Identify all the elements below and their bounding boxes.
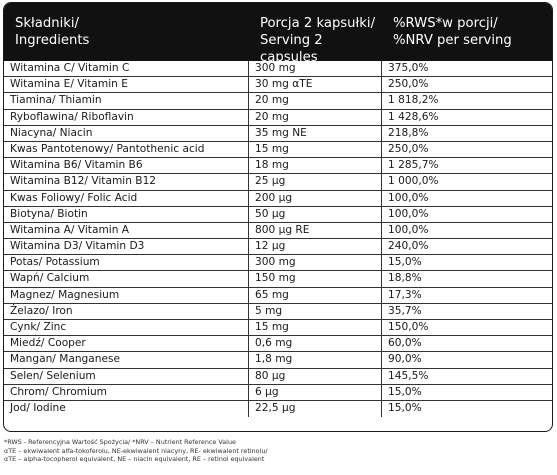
table-row bbox=[4, 223, 552, 239]
ingredient-cell: Cynk/ Zinc bbox=[4, 320, 249, 335]
percent-cell: 375,0% bbox=[388, 62, 429, 74]
table-row bbox=[4, 385, 552, 401]
table-row bbox=[4, 207, 552, 223]
nutrition-table bbox=[3, 2, 553, 432]
percent-cell: 18,8% bbox=[388, 272, 422, 285]
percent-cell: 150,0% bbox=[388, 321, 429, 333]
table-row bbox=[4, 191, 552, 207]
amount-cell: 12 µg bbox=[249, 239, 382, 254]
ingredient-cell: Wapń/ Calcium bbox=[4, 271, 249, 286]
header-serving-en: Serving 2 capsules bbox=[260, 33, 323, 65]
header-ingredients-en: Ingredients bbox=[15, 33, 90, 48]
ingredient-cell: Witamina D3/ Vitamin D3 bbox=[4, 239, 249, 254]
ingredient-cell: Witamina B6/ Vitamin B6 bbox=[4, 158, 249, 173]
percent-cell: 145,5% bbox=[388, 369, 429, 382]
header-nrv-en: %NRV per serving bbox=[393, 33, 512, 48]
header-serving bbox=[249, 3, 382, 65]
table-row bbox=[4, 77, 552, 93]
amount-cell: 150 mg bbox=[249, 271, 382, 286]
percent-cell: 1 818,2% bbox=[388, 94, 439, 107]
percent-cell: 100,0% bbox=[388, 223, 429, 236]
ingredient-cell: Magnez/ Magnesium bbox=[4, 288, 249, 303]
ingredient-cell: Jod/ Iodine bbox=[4, 401, 249, 417]
ingredient-cell: Mangan/ Manganese bbox=[4, 352, 249, 367]
percent-cell: 15,0% bbox=[388, 256, 422, 269]
table-body bbox=[4, 61, 552, 417]
table-row bbox=[4, 255, 552, 271]
amount-cell: 0,6 mg bbox=[249, 336, 382, 351]
percent-cell: 1 428,6% bbox=[388, 110, 439, 123]
amount-cell: 25 µg bbox=[249, 174, 382, 189]
percent-cell: 35,7% bbox=[388, 304, 422, 317]
footnote-line-3: αTE – alpha-tocopherol equivalent, NE – niacin equivalent, RE – retinol equivalent bbox=[4, 455, 265, 464]
table-row bbox=[4, 93, 552, 109]
table-row bbox=[4, 304, 552, 320]
amount-cell: 18 mg bbox=[249, 158, 382, 173]
percent-cell: 90,0% bbox=[388, 353, 422, 366]
amount-cell: 20 mg bbox=[249, 93, 382, 108]
percent-cell: 15,0% bbox=[388, 401, 422, 414]
table-row bbox=[4, 369, 552, 385]
table-row bbox=[4, 288, 552, 304]
ingredient-cell: Selen/ Selenium bbox=[4, 369, 249, 384]
ingredient-cell: Chrom/ Chromium bbox=[4, 385, 249, 400]
ingredient-cell: Miedź/ Cooper bbox=[4, 336, 249, 351]
table-row bbox=[4, 239, 552, 255]
percent-cell: 60,0% bbox=[388, 337, 422, 350]
table-row bbox=[4, 142, 552, 158]
percent-cell: 1 000,0% bbox=[388, 175, 439, 188]
table-row bbox=[4, 352, 552, 368]
amount-cell: 35 mg NE bbox=[249, 126, 382, 141]
percent-cell: 17,3% bbox=[388, 288, 422, 301]
footnote-line-2: αTE – ekwiwalent alfa-tokoferolu, NE-ekwiwalent niacyny, RE- ekwiwalent retinolu/ bbox=[4, 446, 268, 455]
table-row bbox=[4, 271, 552, 287]
amount-cell: 15 mg bbox=[249, 320, 382, 335]
amount-cell: 15 mg bbox=[249, 142, 382, 157]
ingredient-cell: Tiamina/ Thiamin bbox=[4, 93, 249, 108]
table-row bbox=[4, 174, 552, 190]
header-serving-pl: Porcja 2 kapsułki/ bbox=[260, 16, 376, 31]
footnote-line-1: *RWS - Referencyjna Wartość Spożycia/ *NRV – Nutrient Reference Value bbox=[4, 438, 236, 446]
table-row bbox=[4, 336, 552, 352]
amount-cell: 200 µg bbox=[249, 191, 382, 206]
amount-cell: 300 mg bbox=[249, 61, 382, 76]
table-row bbox=[4, 158, 552, 174]
footnote bbox=[4, 438, 553, 464]
table-header bbox=[4, 3, 552, 65]
table-row bbox=[4, 61, 552, 77]
amount-cell: 30 mg αTE bbox=[249, 77, 382, 92]
header-ingredients-pl: Składniki/ bbox=[15, 16, 79, 31]
percent-cell: 250,0% bbox=[388, 142, 429, 155]
ingredient-cell: Kwas Foliowy/ Folic Acid bbox=[4, 191, 249, 206]
ingredient-cell: Potas/ Potassium bbox=[4, 255, 249, 270]
header-nrv-pl: %RWS*w porcji/ bbox=[393, 16, 498, 31]
ingredient-cell: Niacyna/ Niacin bbox=[4, 126, 249, 141]
amount-cell: 300 mg bbox=[249, 255, 382, 270]
amount-cell: 6 µg bbox=[249, 385, 382, 400]
header-nrv bbox=[382, 3, 552, 61]
percent-cell: 1 285,7% bbox=[388, 159, 439, 172]
table-row bbox=[4, 320, 552, 336]
ingredient-cell: Witamina E/ Vitamin E bbox=[4, 77, 249, 92]
percent-cell: 250,0% bbox=[388, 78, 429, 91]
amount-cell: 22,5 µg bbox=[249, 401, 382, 417]
ingredient-cell: Kwas Pantotenowy/ Pantothenic acid bbox=[4, 142, 249, 157]
amount-cell: 800 µg RE bbox=[249, 223, 382, 238]
amount-cell: 50 µg bbox=[249, 207, 382, 222]
percent-cell: 15,0% bbox=[388, 385, 422, 398]
table-row bbox=[4, 126, 552, 142]
amount-cell: 20 mg bbox=[249, 110, 382, 125]
header-ingredients bbox=[4, 3, 249, 61]
amount-cell: 80 µg bbox=[249, 369, 382, 384]
amount-cell: 65 mg bbox=[249, 288, 382, 303]
table-row bbox=[4, 401, 552, 417]
amount-cell: 1,8 mg bbox=[249, 352, 382, 367]
percent-cell: 100,0% bbox=[388, 207, 429, 220]
ingredient-cell: Ryboflawina/ Riboflavin bbox=[4, 110, 249, 125]
table-row bbox=[4, 110, 552, 126]
ingredient-cell: Witamina C/ Vitamin C bbox=[4, 61, 249, 76]
ingredient-cell: Witamina B12/ Vitamin B12 bbox=[4, 174, 249, 189]
ingredient-cell: Żelazo/ Iron bbox=[4, 304, 249, 319]
percent-cell: 218,8% bbox=[388, 126, 429, 139]
percent-cell: 100,0% bbox=[388, 191, 429, 204]
ingredient-cell: Biotyna/ Biotin bbox=[4, 207, 249, 222]
amount-cell: 5 mg bbox=[249, 304, 382, 319]
percent-cell: 240,0% bbox=[388, 240, 429, 253]
ingredient-cell: Witamina A/ Vitamin A bbox=[4, 223, 249, 238]
